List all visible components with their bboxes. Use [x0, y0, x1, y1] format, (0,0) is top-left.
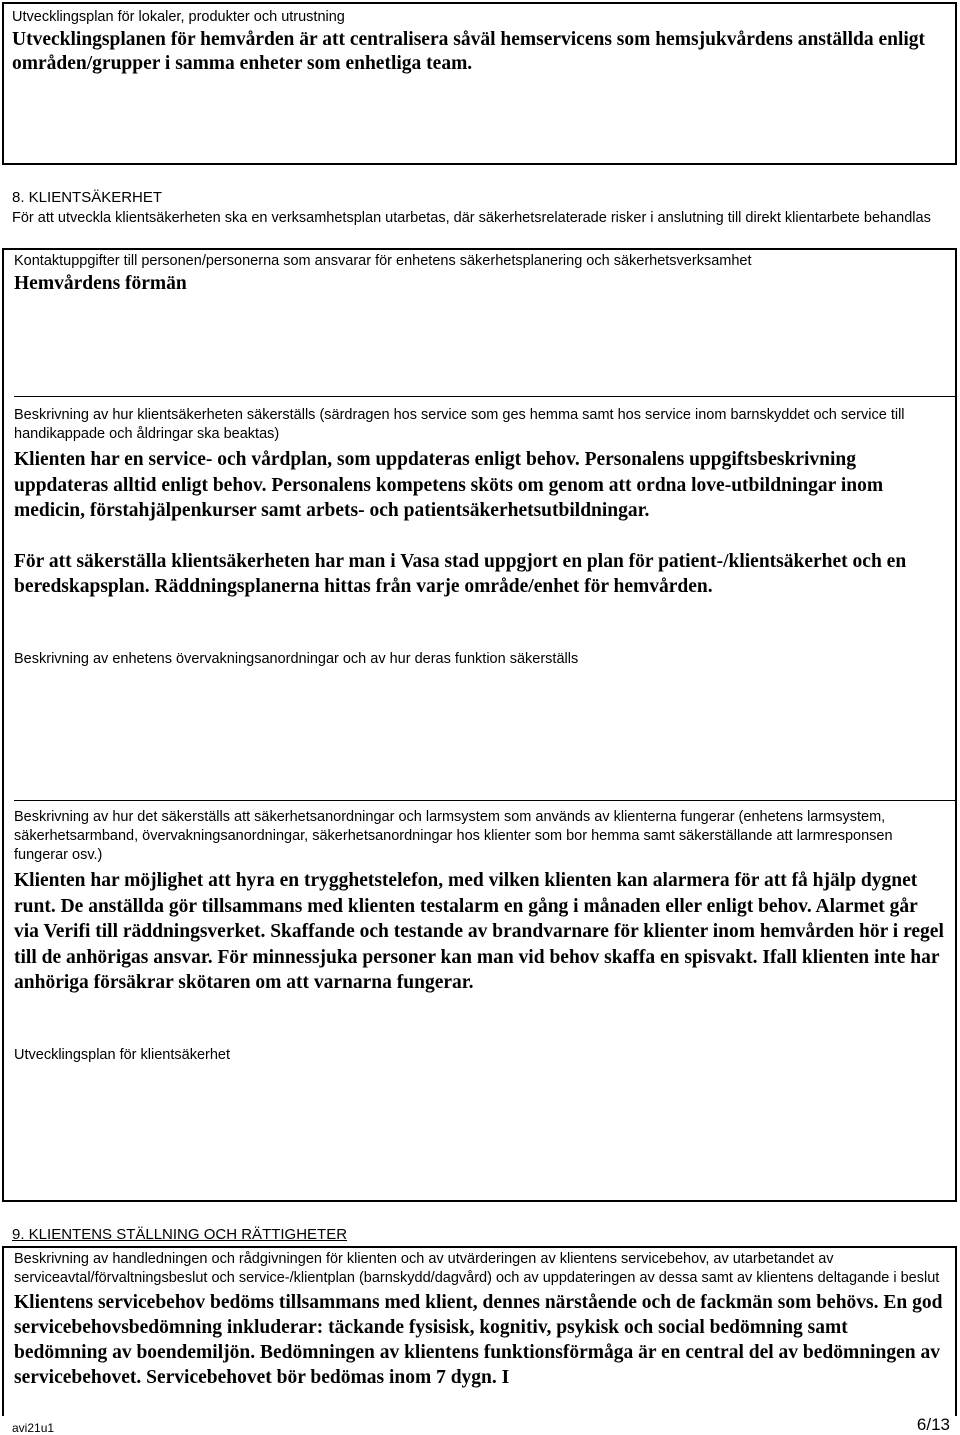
alarm-text: Klienten har möjlighet att hyra en trygghetstelefon, med vilken klienten kan alarmera för att få hjälp dygnet runt. De anställda gör tillsammans med klienten testalarm en gång i månaden eller enligt behov. Alarmet går via Verifi till räddningsverket. Skaffande och testande av brandvarnare för klienter inom hemvården hör i regel till de anhörigas ansvar. För minnessjuka personer kan man vid behov skaffa en spisvakt. Ifall klienten inte har anhöriga försäkrar skötaren om att varnarna fungerar.	[14, 870, 944, 993]
guidance-label: Beskrivning av handledningen och rådgivningen för klienten och av utvärderingen av klientens servicebehov, av utarbetandet av serviceavtal/förvaltningsbeslut och service-/klientplan (barnskydd/dagvård) och av uppdateringen av dessa samt av klientens deltagande i beslut	[14, 1251, 940, 1286]
divider-contact	[14, 396, 956, 397]
guidance-text: Klientens servicebehov bedöms tillsammans med klient, dennes närstående och de fackmän som behövs. En god servicebehovsbedömning inkluderar: täckande fysisisk, kognitiv, psykisk och social bedömning samt bedömning av boendemiljön. Bedömningen av klientens funktionsförmåga är en central del av bedömningen av servicebehovet. Servicebehovet bör bedömas inom 7 dygn. I	[14, 1292, 943, 1388]
client-safety-box	[2, 248, 957, 1202]
doc-code: avi21u1	[12, 1421, 55, 1435]
contact-value: Hemvårdens förmän	[14, 273, 187, 294]
safety-spacer	[14, 524, 945, 549]
premises-plan-label: Utvecklingsplan för lokaler, produkter och utrustning	[12, 9, 345, 25]
section-9-header	[12, 1225, 950, 1245]
page-footer	[12, 1411, 950, 1435]
page-number: 6/13	[916, 1415, 950, 1434]
safety-label: Beskrivning av hur klientsäkerheten säkerställs (särdragen hos service som ges hemma samt hos service inom barnskyddet och service till handikappade och åldringar ska beaktas)	[14, 407, 905, 442]
divider-monitoring	[14, 800, 956, 801]
section-9-heading: 9. KLIENTENS STÄLLNING OCH RÄTTIGHETER	[12, 1226, 348, 1243]
section-8-header	[12, 188, 950, 228]
plan-label: Utvecklingsplan för klientsäkerhet	[14, 1047, 230, 1063]
client-rights-box	[2, 1246, 957, 1416]
premises-plan-text: Utvecklingsplanen för hemvården är att centralisera såväl hemservicens som hemsjukvårdens anställda enligt områden/grupper i samma enheter som enhetliga team.	[12, 29, 926, 74]
safety-text-2: För att säkerställa klientsäkerheten har man i Vasa stad uppgjort en plan för patient-/klientsäkerhet och en beredskapsplan. Räddningsplanerna hittas från varje område/enhet för hemvården.	[14, 550, 907, 597]
premises-plan-box	[2, 2, 957, 165]
alarm-label: Beskrivning av hur det säkerställs att säkerhetsanordningar och larmsystem som används av klienterna fungerar (enhetens larmsystem, säkerhetsarmband, övervakningsanordningar, säkerhetsanordningar hos klienter som bor hemma samt säkerställande att larmresponsen fungerar osv.)	[14, 809, 893, 863]
monitoring-label: Beskrivning av enhetens övervakningsanordningar och av hur deras funktion säkerställs	[14, 651, 579, 667]
section-8-heading: 8. KLIENTSÄKERHET	[12, 189, 163, 206]
contact-label: Kontaktuppgifter till personen/personerna som ansvarar för enhetens säkerhetsplanering och säkerhetsverksamhet	[14, 253, 752, 269]
safety-text-1: Klienten har en service- och vårdplan, som uppdateras enligt behov. Personalens uppgiftsbeskrivning uppdateras alltid enligt behov. Personalens kompetens sköts om genom att ordna love-utbildningar inom medicin, förstahjälpenkurser samt arbets- och patientsäkerhetsutbildningar.	[14, 449, 884, 521]
section-8-intro: För att utveckla klientsäkerheten ska en verksamhetsplan utarbetas, där säkerhetsrelaterade risker i anslutning till direkt klientarbete behandlas	[12, 210, 931, 226]
